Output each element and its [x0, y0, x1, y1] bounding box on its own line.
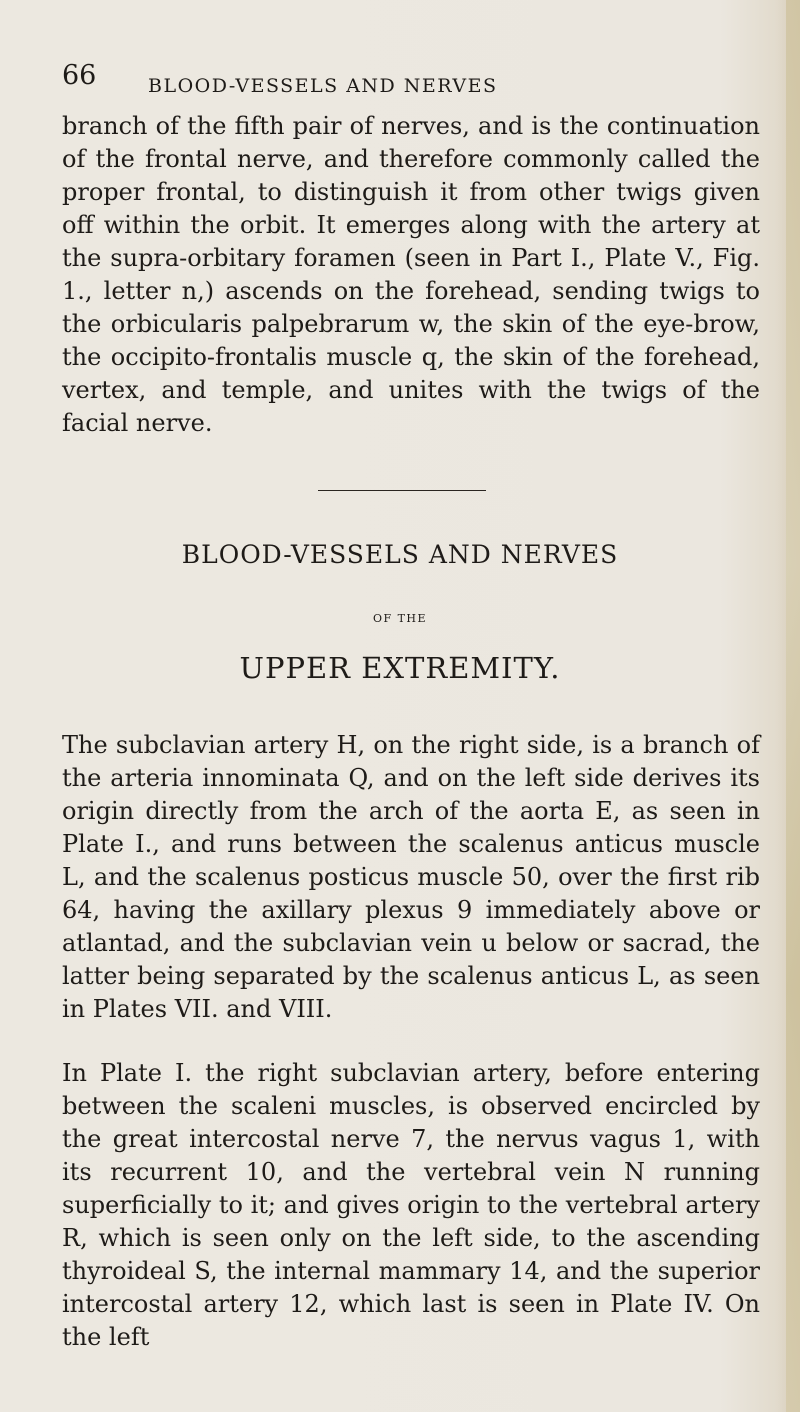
section-divider-rule	[318, 490, 486, 491]
section-of-the: OF THE	[372, 612, 428, 625]
page-number: 66	[62, 60, 97, 91]
section-subtitle: UPPER EXTREMITY.	[239, 651, 561, 685]
paragraph-subclavian-artery: The subclavian artery H, on the right side, is a branch of the arteria innominata Q, and on the left side derives its origin directly from the arch of the aorta E, as seen in Plate I., and runs between the scalenus anticus muscle L, and the scalenus posticus muscle 50, over the first rib 64, having the axillary plexus 9 immediately above or atlantad, and the subclavian vein u below or sacrad, the latter being separated by the scalenus anticus L, as seen in Plates VII. and VIII.	[62, 731, 760, 1023]
page-edge-stain	[786, 0, 800, 1412]
section-title: BLOOD-VESSELS AND NERVES	[181, 540, 619, 569]
paragraph-plate-one: In Plate I. the right subclavian artery, before entering between the scaleni muscles, is observed encircled by the great intercostal nerve 7, the nervus vagus 1, with its recurrent 10, and the vertebral vein N running superficially to it; and gives origin to the vertebral artery R, which is seen only on the left side, to the ascending thyroideal S, the internal mammary 14, and the superior intercostal artery 12, which last is seen in Plate IV. On the left	[62, 1059, 760, 1351]
running-title: BLOOD-VESSELS AND NERVES	[148, 75, 498, 97]
paragraph-frontal-nerve: branch of the fifth pair of nerves, and is the continuation of the frontal nerve, and therefore commonly called the proper frontal, to distinguish it from other twigs given off within the orbit. It emerges along with the artery at the supra-orbitary foramen (seen in Part I., Plate V., Fig. 1., letter n,) ascends on the forehead, sending twigs to the orbicularis palpebrarum w, the skin of the eye-brow, the occipito-frontalis muscle q, the skin of the forehead, vertex, and temple, and unites with the twigs of the facial nerve.	[62, 112, 760, 437]
